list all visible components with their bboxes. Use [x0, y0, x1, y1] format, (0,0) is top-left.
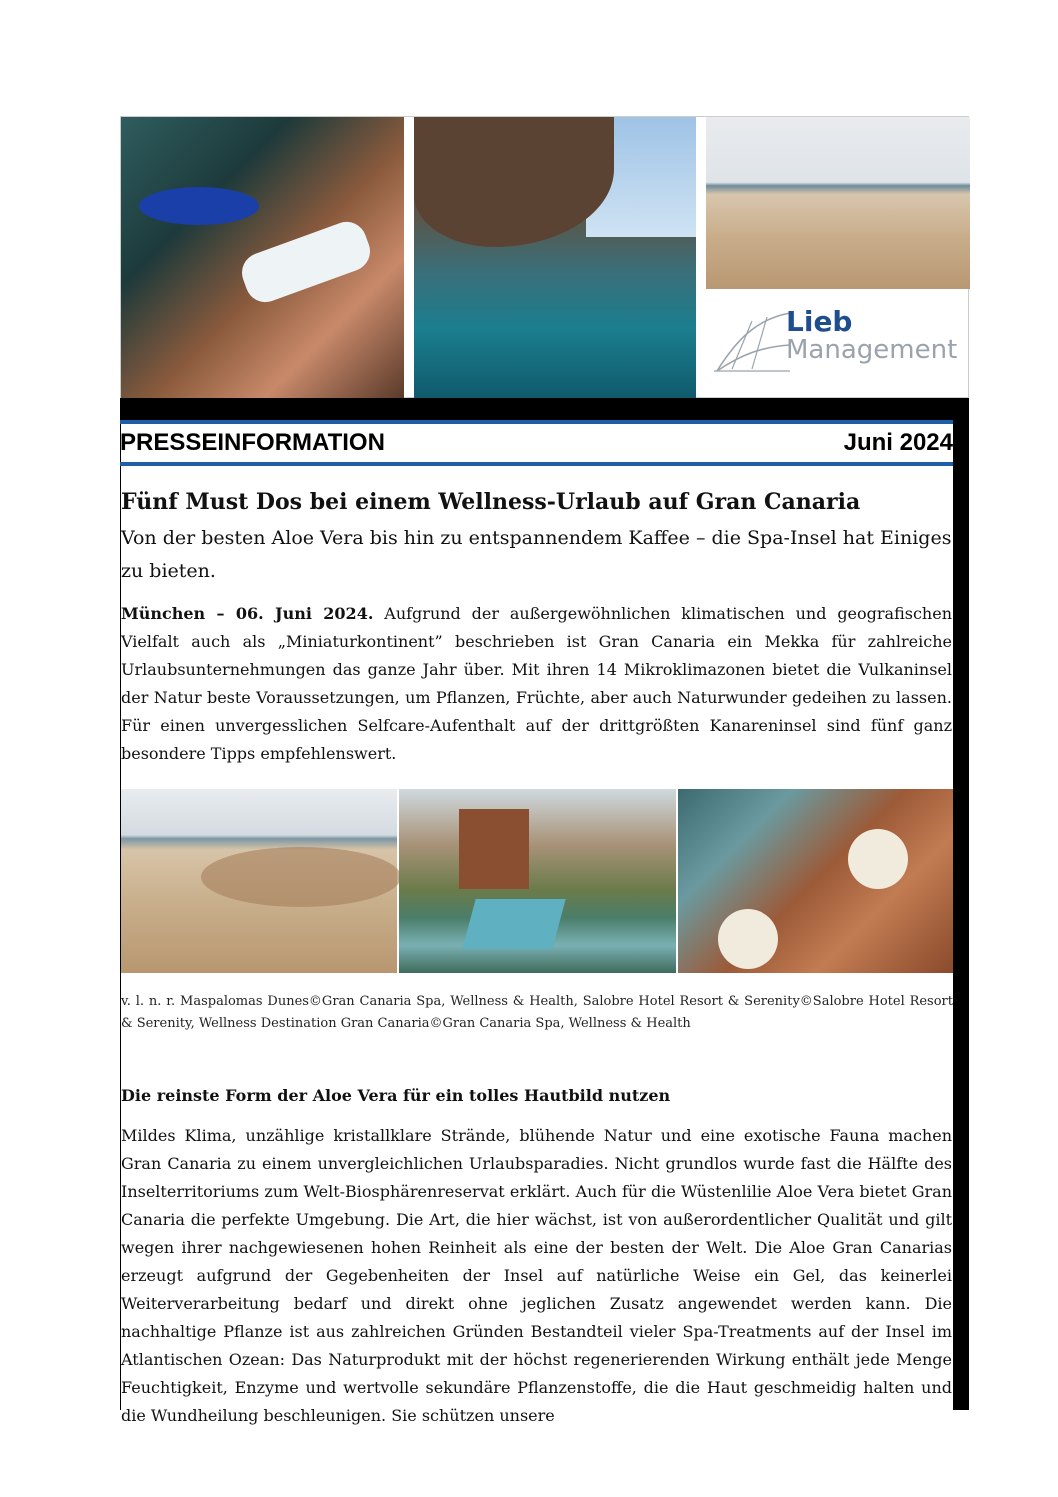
- logo-mark-icon: [712, 309, 792, 379]
- photo-caption: v. l. n. r. Maspalomas Dunes©Gran Canaria Spa, Wellness & Health, Salobre Hotel Resort & Serenity©Salobre Hotel Resort & Serenity, Wellness Destination Gran Canaria©Gran Canaria Spa, Wellness & Health: [121, 994, 953, 1031]
- dateline: München – 06. Juni 2024.: [121, 604, 374, 623]
- intro-paragraph: [121, 600, 952, 768]
- header-image-strip: [120, 116, 969, 398]
- article-intro: [121, 486, 952, 768]
- maspalomas-dunes-photo: [121, 789, 397, 973]
- section-body: Mildes Klima, unzählige kristallklare Strände, blühende Natur und eine exotische Fauna machen Gran Canaria zu einem unvergleichlichen Urlaubsparadies. Nicht grundlos wurde fast die Hälfte des Inselterritoriums zum Welt-Biosphärenreservat erklärt. Auch für die Wüstenlilie Aloe Vera bietet Gran Canaria die perfekte Umgebung. Die Art, die hier wächst, ist von außerordentlicher Qualität und gilt wegen ihrer nachgewiesenen hohen Reinheit als eine der besten der Welt. Die Aloe Gran Canarias erzeugt aufgrund der Gegebenheiten der Insel auf natürliche Weise ein Gel, das keinerlei Weiterverarbeitung bedarf und direkt ohne jeglichen Zusatz angewendet werden kann. Die nachhaltige Pflanze ist aus zahlreichen Gründen Bestandteil vieler Spa-Treatments auf der Insel im Atlantischen Ozean: Das Naturprodukt mit der höchst regenerierenden Wirkung enthält jede Menge Feuchtigkeit, Enzyme und wertvolle sekundäre Pflanzenstoffe, die die Haut geschmeidig halten und die Wundheilung beschleunigen. Sie schützen unsere: [121, 1126, 952, 1425]
- article-title: Fünf Must Dos bei einem Wellness-Urlaub auf Gran Canaria: [121, 489, 861, 515]
- section-aloe-vera: [121, 1082, 952, 1430]
- press-label: PRESSEINFORMATION: [120, 429, 385, 456]
- salobre-hotel-photo: [399, 789, 676, 973]
- frame-top-bar: [120, 398, 969, 420]
- logo-text-lieb: Lieb: [786, 305, 853, 338]
- massage-photo: [678, 789, 953, 973]
- dunes-photo: [706, 117, 970, 289]
- press-date: Juni 2024: [843, 429, 953, 456]
- press-bar-bottom-rule: [120, 462, 953, 466]
- press-info-bar: [120, 420, 953, 466]
- photo-row: [121, 789, 953, 973]
- intro-text: Aufgrund der außergewöhnlichen klimatischen und geografischen Vielfalt auch als „Miniaturkontinent” beschrieben ist Gran Canaria ein Mekka für zahlreiche Urlaubsunternehmungen das ganze Jahr über. Mit ihren 14 Mikroklimazonen bietet die Vulkaninsel der Natur beste Voraussetzungen, um Pflanzen, Früchte, aber auch Naturwunder gedeihen zu lassen. Für einen unvergesslichen Selfcare-Aufenthalt auf der drittgrößten Kanareninsel sind fünf ganz besondere Tipps empfehlenswert.: [121, 604, 953, 763]
- frame-right-bar: [953, 398, 969, 1410]
- spa-treatment-photo: [121, 117, 404, 399]
- article-subtitle: Von der besten Aloe Vera bis hin zu entspannendem Kaffee – die Spa-Insel hat Einiges zu bieten.: [121, 527, 952, 582]
- logo-text-management: Management: [786, 335, 958, 365]
- rock-pool-photo: [414, 117, 696, 399]
- section-heading: Die reinste Form der Aloe Vera für ein tolles Hautbild nutzen: [121, 1086, 671, 1105]
- lieb-management-logo: [706, 289, 970, 399]
